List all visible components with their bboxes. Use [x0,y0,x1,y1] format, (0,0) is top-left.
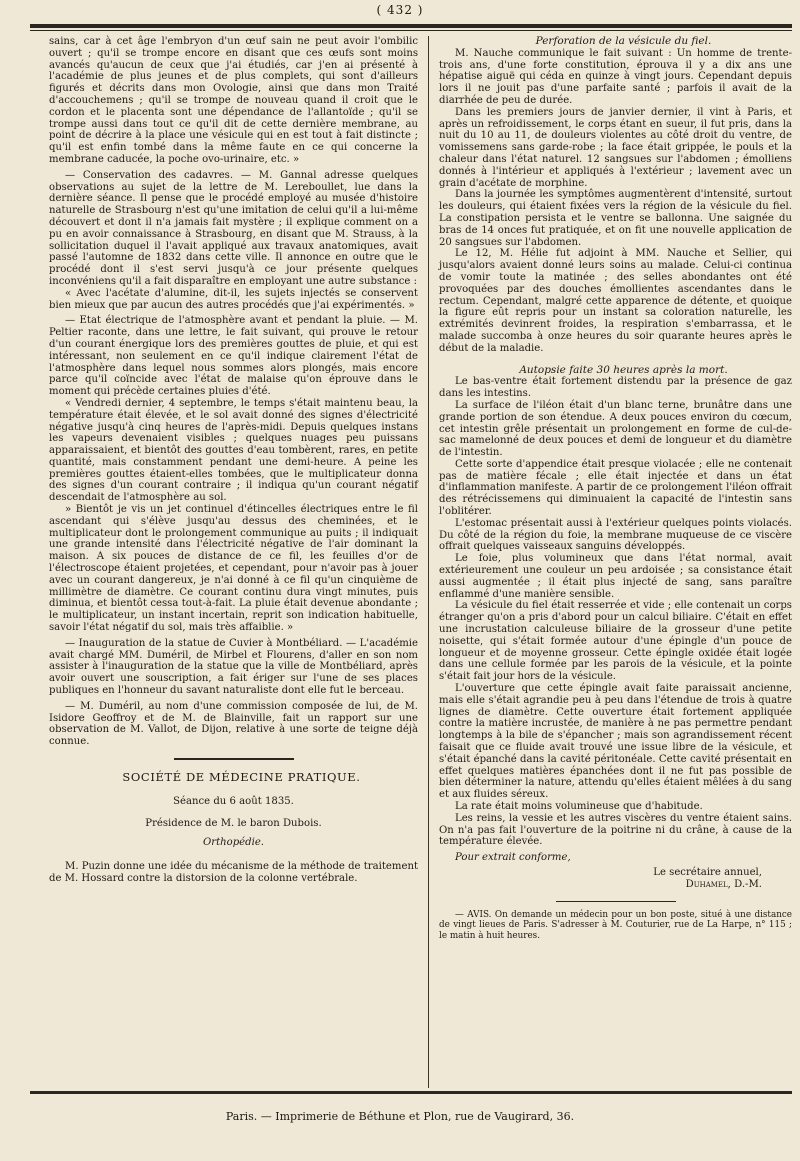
paragraph: sains, car à cet âge l'embryon d'un œuf sain ne peut avoir l'ombilic ouvert ; qu'il se trompe encore en disant que ces œufs sont moins avancés qu'aucun de ceux que j'ai étudiés, car j'en ai présenté à l'académie de plus jeunes et de plus complets, qui sont d'ailleurs figurés et décrits dans mon Ovologie, ainsi que dans mon Traité d'accouchemens ; qu'il se trompe de nouveau quand il croit que le cordon et le placenta sont une dépendance de l'allantoïde ; qu'il se trompe aussi dans tout ce qu'il dit de cette dernière membrane, au point de décrire à la place une vésicule qui en est tout à fait distincte ; qu'il est enfin tombé dans la même faute en ce qui concerne la membrane caducée, la poche ovo-urinaire, etc. » [49,36,418,165]
paragraph: Le 12, M. Hélie fut adjoint à MM. Nauche et Sellier, qui jusqu'alors avaient donné leurs soins au malade. Celui-ci continua de vomir toute la matinée ; des selles abondantes ont été provoquées par des douches émollientes ascendantes dans le rectum. Cependant, malgré cette apparence de détente, et quoique la figure eût repris pour un instant sa coloration naturelle, les extrémités devinrent froides, la respiration s'embarrassa, et le malade succomba à onze heures du soir quarante heures après le début de la maladie. [439,248,792,354]
top-rule-thin [30,30,792,31]
paragraph: M. Puzin donne une idée du mécanisme de la méthode de traitement de M. Hossard contre la distorsion de la colonne vertébrale. [49,861,418,884]
paragraph: Le foie, plus volumineux que dans l'état normal, avait extérieurement une couleur un peu ardoisée ; sa consistance était aussi augmentée ; il était plus injecté de sang, sans paraître enflammé d'une manière sensible. [439,553,792,600]
paragraph: L'ouverture que cette épingle avait faite paraissait ancienne, mais elle s'était agrandie peu à peu dans l'étendue de trois à quatre lignes de diamètre. Cette ouverture était fortement appliquée contre la matière incrustée, de manière à ne pas permettre pendant longtemps à la bile de s'épancher ; mais son agrandissement récent faisait que ce fluide avait trouvé une issue libre de la vésicule, et s'était épanché dans la cavité péritonéale. Cette cavité présentait en effet quelques matières épanchées dont il ne fut pas possible de bien déterminer la nature, attendu qu'elles étaient mêlées à du sang et aux fluides séreux. [439,683,792,801]
left-column [49,36,418,885]
paragraph: La surface de l'iléon était d'un blanc terne, brunâtre dans une grande portion de son étendue. A deux pouces environ du cœcum, cet intestin grêle présentait un prolongement en forme de cul-de-sac mamelonné de deux pouces et demi de longueur et du diamètre de l'intestin. [439,399,792,459]
paragraph: Cette sorte d'appendice était presque violacée ; elle ne contenait pas de matière fécale ; elle était injectée et dans un état d'inflammation manifeste. A partir de ce prolongement l'iléon offrait des rétrécissemens qui diminuaient la capacité de l'intestin sans l'oblitérer. [439,458,792,518]
paragraph: — Inauguration de la statue de Cuvier à Montbéliard. — L'académie avait chargé MM. Duméril, de Mirbel et Flourens, d'aller en son nom assister à l'inauguration de la statue que la ville de Montbéliard, après avoir ouvert une souscription, a fait ériger sur l'une de ses places publiques en l'honneur du savant naturaliste dont elle fut le berceau. [49,637,418,697]
autopsie-heading: Autopsie faite 30 heures après la mort. [519,363,728,376]
society-title: SOCIÉTÉ DE MÉDECINE PRATIQUE. [122,770,361,785]
subsection-title: Orthopédie. [202,837,265,849]
paragraph: L'estomac présentait aussi à l'extérieur quelques points violacés. Du côté de la région du foie, la membrane muqueuse de ce viscère offrait quelques vaisseaux sanguins développés. [439,517,792,553]
top-rule [30,24,792,28]
article-heading: Perforation de la vésicule du fiel. [535,35,712,47]
secretary-title: Le secrétaire annuel, [653,866,762,878]
column-divider [428,36,429,1088]
paragraph: — Etat électrique de l'atmosphère avant et pendant la pluie. — M. Peltier raconte, dans une lettre, le fait suivant, qui prouve le retour d'un courant énergique lors des premières gouttes de pluie, et qui est intéressant, non seulement en ce qu'il indique clairement l'état de l'atmosphère dans lequel nous sommes alors plongés, mais encore parce qu'il coïncide avec l'état de malaise qu'on éprouve dans le moment qui précède certaines pluies d'été. [49,315,418,398]
secretary-name: Duhamel, D.-M. [685,878,762,890]
imprint-line: Paris. — Imprimerie de Béthune et Plon, rue de Vaugirard, 36. [225,1110,575,1123]
bottom-rule [30,1091,792,1094]
paragraph: Dans la journée les symptômes augmentèrent d'intensité, surtout les douleurs, qui étaient fixées vers la région de la vésicule du fiel. La constipation persista et le ventre se ballonna. Une saignée du bras de 14 onces fut pratiquée, et on fit une nouvelle application de 20 sangsues sur l'abdomen. [439,189,792,248]
paragraph: « Avec l'acétate d'alumine, dit-il, les sujets injectés se conservent bien mieux que par aucun des autres procédés que j'ai expérimentés. » [49,287,418,311]
notice-avis: — AVIS. On demande un médecin pour un bon poste, situé à une distance de vingt lieues de Paris. S'adresser à M. Couturier, rue de La Harpe, n° 115 ; le matin à huit heures. [439,909,792,941]
right-column [439,36,792,941]
paragraph: La vésicule du fiel était resserrée et vide ; elle contenait un corps étranger qu'on a pris d'abord pour un calcul biliaire. C'était en effet une incrustation calculeuse biliaire de la grosseur d'une petite noisette, qui s'était formée autour d'une épingle d'un pouce de longueur et de moyenne grosseur. Cette épingle oxidée était logée dans une cellule formée par les parois de la vésicule, et la pointe s'était fait jour hors de la vésicule. [439,600,792,683]
paragraph: Dans les premiers jours de janvier dernier, il vint à Paris, et après un refroidissement, le corps étant en sueur, il fut pris, dans la nuit du 10 au 11, de douleurs violentes au côté droit du ventre, de vomissemens sans garde-robe ; la face était grippée, le pouls et la chaleur dans l'état naturel. 12 sangsues sur l'abdomen ; émolliens donnés à l'intérieur et appliqués à l'extérieur ; lavement avec un grain d'acétate de morphine. [439,106,792,189]
paragraph: « Vendredi dernier, 4 septembre, le temps s'était maintenu beau, la température était élevée, et le sol avait donné des signes d'électricité négative jusqu'à cinq heures de l'après-midi. Depuis quelques instans les vapeurs devenaient visibles ; quelques nuages peu puissans apparaissaient, et bientôt des gouttes d'eau tombèrent, rares, en petite quantité, mais constamment pendant une demi-heure. A peine les premières gouttes étaient-elles tombées, que le multiplicateur donna des signes d'un courant contraire ; il indiqua qu'un courant négatif descendait de l'atmosphère au sol. [49,397,418,504]
avis-rule [556,901,676,902]
paragraph: — M. Duméril, au nom d'une commission composée de lui, de M. Isidore Geoffroy et de M. de Blainville, fait un rapport sur une observation de M. Vallot, de Dijon, relative à une sorte de teigne déjà connue. [49,700,418,748]
paragraph: M. Nauche communique le fait suivant : Un homme de trente-trois ans, d'une forte constitution, éprouva il y a dix ans une hépatise aiguë qui céda en quinze à vingt jours. Cependant depuis lors il ne jouit pas d'une parfaite santé ; parfois il avait de la diarrhée de peu de durée. [439,47,792,106]
paragraph: Le bas-ventre était fortement distendu par la présence de gaz dans les intestins. [439,376,792,400]
paragraph: Les reins, la vessie et les autres viscères du ventre étaient sains. On n'a pas fait l'ouverture de la poitrine ni du crâne, à cause de la température élevée. [439,812,792,848]
extract-note: Pour extrait conforme, [455,852,571,864]
page-number: ( 432 ) [376,3,424,17]
section-rule [174,758,294,760]
session-date: Séance du 6 août 1835. [173,795,294,807]
paragraph: La rate était moins volumineuse que d'habitude. [455,801,703,812]
presidence: Présidence de M. le baron Dubois. [145,817,322,829]
paragraph: » Bientôt je vis un jet continuel d'étincelles électriques entre le fil ascendant qui s'élève jusqu'au dessus des cheminées, et le multiplicateur dont le prolongement communique au puits ; il indiquait une grande intensité dans l'électricité négative de l'air dominant la maison. A six pouces de distance de ce fil, les feuilles d'or de l'électroscope étaient projetées, et cependant, pour n'avoir pas à jouer avec un courant dangereux, je n'ai donné à ce fil qu'un cinquième de millimètre de diamètre. Ce courant continu dura vingt minutes, puis diminua, et bientôt cessa tout-à-fait. La pluie était devenue abondante ; le multiplicateur, un instant incertain, reprit son indication habituelle, savoir l'état négatif du sol, mais très affaiblie. » [49,504,418,634]
paragraph: — Conservation des cadavres. — M. Gannal adresse quelques observations au sujet de la lettre de M. Lereboullet, lue dans la dernière séance. Il pense que le procédé employé au musée d'histoire naturelle de Strasbourg n'est qu'une imitation de celui qu'il a lui-même découvert et dont il n'a jamais fait mystère ; il explique comment on a pu en avoir connaissance à Strasbourg, en disant que M. Strauss, à la sollicitation duquel il l'avait appliqué aux travaux anatomiques, avait passé l'automne de 1832 dans cette ville. Il annonce en outre que le procédé dont il s'est servi jusqu'à ce jour présente quelques inconvéniens qu'il a fait disparaître en employant une autre substance : [49,169,418,287]
